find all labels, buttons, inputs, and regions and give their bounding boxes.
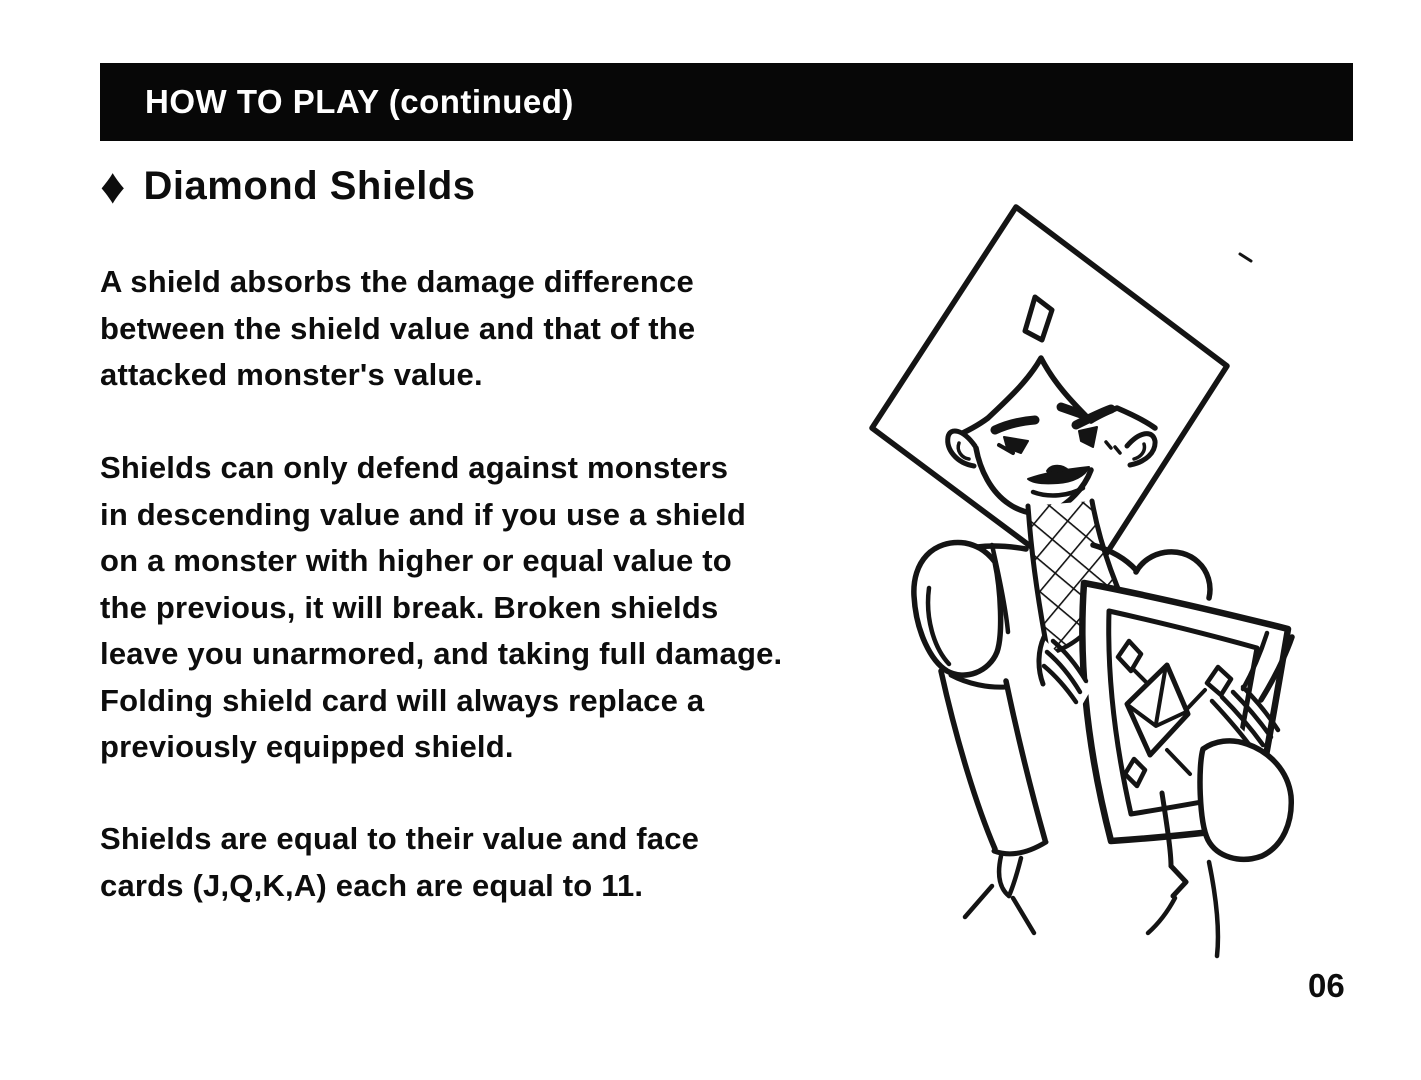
text-line: in descending value and if you use a shield (100, 496, 746, 532)
text-line: the previous, it will break. Broken shields (100, 589, 719, 625)
character-illustration (850, 190, 1421, 990)
text-line: between the shield value and that of the (100, 310, 696, 346)
text-line: Shields are equal to their value and face (100, 821, 700, 856)
section-title: Diamond Shields (143, 163, 476, 208)
paragraph-shield-rules (100, 445, 910, 771)
text-line: A shield absorbs the damage difference (100, 264, 694, 299)
text-line: Shields can only defend against monsters (100, 450, 729, 485)
text-line: previously equipped shield. (100, 729, 514, 764)
text-line: leave you unarmored, and taking full damage. (100, 636, 783, 671)
paragraph-shield-values (100, 816, 910, 909)
page-number: 06 (1308, 967, 1345, 1004)
text-line: cards (J,Q,K,A) each are equal to 11. (100, 867, 644, 903)
section-heading (100, 158, 476, 214)
header-title: HOW TO PLAY (continued) (145, 83, 574, 120)
text-line: Folding shield card will always replace a (100, 682, 705, 718)
diamond-bullet-icon: ♦ (100, 158, 126, 214)
text-line: attacked monster's value. (100, 357, 483, 392)
text-line: on a monster with higher or equal value to (100, 543, 732, 578)
header-bar (100, 63, 1353, 141)
paragraph-shield-absorb (100, 259, 910, 399)
